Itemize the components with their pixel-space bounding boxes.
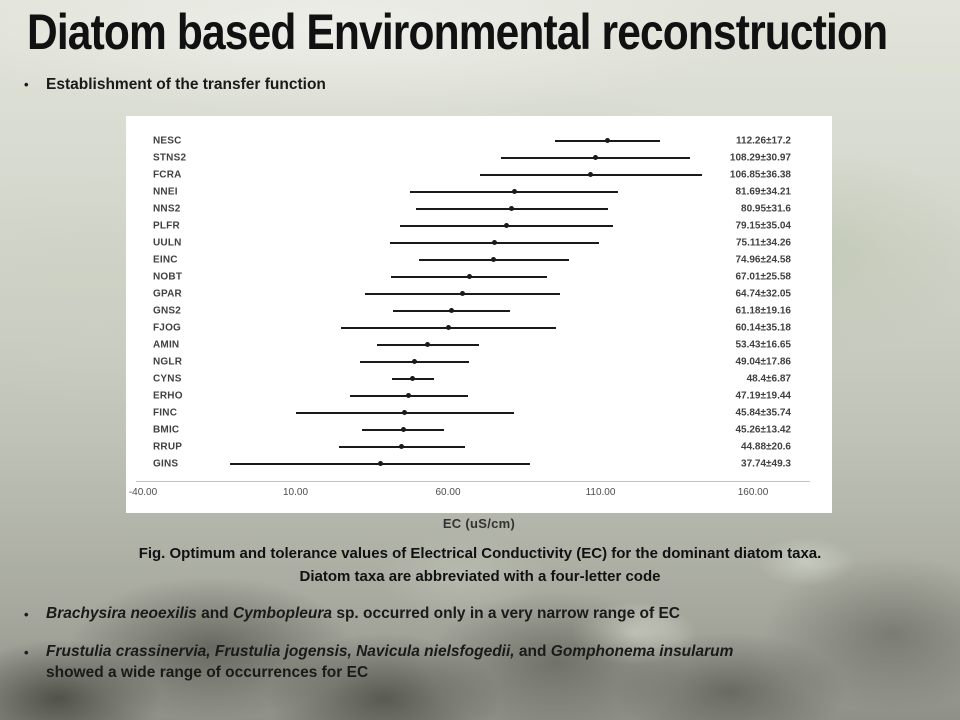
optimum-dot [588,172,593,177]
chart-row-FCRA [126,166,832,183]
chart-row-EINC [126,251,832,268]
x-tick-label: -40.00 [128,487,158,498]
text-segment: and [514,643,551,660]
optimum-tolerance-value: 48.4±6.87 [746,373,791,384]
bullet-icon: • [24,645,29,660]
optimum-dot [504,223,509,228]
optimum-dot [412,359,417,364]
tolerance-track [143,404,753,421]
chart-row-UULN [126,234,832,251]
chart-row-NNEI [126,183,832,200]
optimum-tolerance-value: 37.74±49.3 [741,458,791,469]
chart-row-STNS2 [126,149,832,166]
chart-row-ERHO [126,387,832,404]
optimum-tolerance-value: 45.26±13.42 [735,424,791,435]
optimum-tolerance-value: 53.43±16.65 [735,339,791,350]
tolerance-track [143,455,753,472]
optimum-dot [512,189,517,194]
text-segment: Frustulia crassinervia, Frustulia jogensis, Navicula nielsfogedii, [46,643,515,660]
optimum-tolerance-value: 108.29±30.97 [729,152,791,163]
tolerance-track [143,285,753,302]
optimum-dot [467,274,472,279]
bullet-wide-range [22,641,942,683]
optimum-tolerance-value: 67.01±25.58 [735,271,791,282]
taxon-code-label: AMIN [153,339,180,350]
optimum-dot [449,308,454,313]
taxon-code-label: NGLR [153,356,183,367]
optimum-dot [605,138,610,143]
taxon-code-label: EINC [153,254,178,265]
chart-row-GNS2 [126,302,832,319]
chart-row-NNS2 [126,200,832,217]
tolerance-track [143,234,753,251]
chart-row-BMIC [126,421,832,438]
caption-line-2: Diatom taxa are abbreviated with a four-letter code [299,568,661,585]
chart-row-AMIN [126,336,832,353]
chart-row-FINC [126,404,832,421]
tolerance-track [143,387,753,404]
slide-title: Diatom based Environmental reconstruction [27,4,888,60]
optimum-dot [491,257,496,262]
optimum-tolerance-value: 61.18±19.16 [735,305,791,316]
tolerance-track [143,302,753,319]
taxon-code-label: STNS2 [153,152,187,163]
tolerance-track [143,166,753,183]
chart-row-RRUP [126,438,832,455]
chart-row-GPAR [126,285,832,302]
bullet-wide-range-line1 [46,643,733,660]
taxon-code-label: GPAR [153,288,182,299]
optimum-tolerance-value: 106.85±36.38 [729,169,791,180]
tolerance-track [143,183,753,200]
tolerance-track [143,268,753,285]
chart-row-CYNS [126,370,832,387]
taxon-code-label: ERHO [153,390,183,401]
optimum-tolerance-value: 74.96±24.58 [735,254,791,265]
taxon-code-label: RRUP [153,441,183,452]
bullet-transfer-function-text: Establishment of the transfer function [46,76,326,93]
bullet-wide-range-text [46,641,942,683]
x-axis-ticks [126,487,832,501]
tolerance-track [143,149,753,166]
tolerance-track [143,336,753,353]
tolerance-track [143,200,753,217]
taxon-code-label: FINC [153,407,178,418]
optimum-tolerance-value: 49.04±17.86 [735,356,791,367]
optimum-tolerance-value: 60.14±35.18 [735,322,791,333]
text-segment: and [196,605,233,622]
optimum-tolerance-value: 81.69±34.21 [735,186,791,197]
taxon-code-label: PLFR [153,220,180,231]
x-axis-line [136,481,810,482]
figure-caption [0,542,960,588]
caption-line-1: Fig. Optimum and tolerance values of Electrical Conductivity (EC) for the dominant diatom taxa. [138,545,822,562]
taxon-code-label: CYNS [153,373,182,384]
chart-rows [126,132,832,472]
optimum-tolerance-value: 47.19±19.44 [735,390,791,401]
bullet-icon: • [24,77,29,92]
tolerance-track [143,319,753,336]
chart-row-GINS [126,455,832,472]
tolerance-track [143,132,753,149]
tolerance-track [143,370,753,387]
optimum-dot [401,427,406,432]
tolerance-track [143,438,753,455]
optimum-tolerance-value: 80.95±31.6 [741,203,791,214]
optimum-dot [492,240,497,245]
optimum-tolerance-value: 79.15±35.04 [735,220,791,231]
taxon-code-label: GNS2 [153,305,182,316]
taxon-code-label: BMIC [153,424,180,435]
taxon-code-label: NESC [153,135,182,146]
tolerance-track [143,217,753,234]
chart-panel [126,116,832,513]
taxon-code-label: FJOG [153,322,182,333]
taxon-code-label: FCRA [153,169,182,180]
taxon-code-label: UULN [153,237,182,248]
text-segment: sp. occurred only in a very narrow range of EC [332,605,681,622]
chart-row-FJOG [126,319,832,336]
tolerance-track [143,353,753,370]
taxon-code-label: NOBT [153,271,183,282]
optimum-dot [410,376,415,381]
bullet-icon: • [24,607,29,622]
optimum-tolerance-value: 112.26±17.2 [736,135,791,146]
optimum-dot [460,291,465,296]
x-tick-label: 60.00 [435,487,461,498]
bullet-transfer-function [22,76,326,94]
optimum-dot [406,393,411,398]
optimum-tolerance-value: 75.11±34.26 [736,237,791,248]
chart-row-NOBT [126,268,832,285]
chart-row-NGLR [126,353,832,370]
text-segment: Cymbopleura [232,605,333,622]
optimum-dot [446,325,451,330]
text-segment: Gomphonema insularum [550,643,734,660]
x-tick-label: 110.00 [585,487,616,498]
chart-row-PLFR [126,217,832,234]
taxon-code-label: NNS2 [153,203,181,214]
optimum-dot [399,444,404,449]
optimum-dot [509,206,514,211]
taxon-code-label: GINS [153,458,179,469]
optimum-tolerance-value: 64.74±32.05 [735,288,791,299]
optimum-dot [402,410,407,415]
chart-row-NESC [126,132,832,149]
tolerance-track [143,421,753,438]
tolerance-track [143,251,753,268]
optimum-tolerance-value: 44.88±20.6 [741,441,791,452]
bullet-wide-range-line2: showed a wide range of occurrences for EC [46,664,369,681]
bullet-narrow-range-text [46,603,942,624]
text-segment: Brachysira neoexilis [46,605,197,622]
x-tick-label: 160.00 [737,487,769,498]
optimum-dot [425,342,430,347]
x-axis-label: EC (uS/cm) [442,516,516,531]
optimum-dot [378,461,383,466]
x-tick-label: 10.00 [282,487,309,498]
bullet-narrow-range [22,603,942,624]
taxon-code-label: NNEI [153,186,178,197]
optimum-tolerance-value: 45.84±35.74 [735,407,791,418]
optimum-dot [593,155,598,160]
